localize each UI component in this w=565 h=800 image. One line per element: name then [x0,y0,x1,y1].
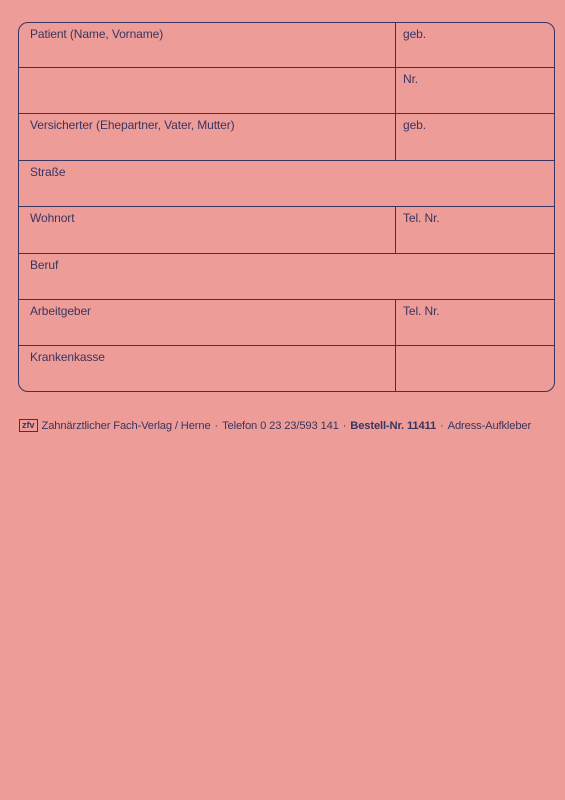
publisher-footer [19,419,531,432]
employer-field[interactable] [19,300,395,345]
employer-label: Arbeitgeber [30,304,91,318]
row-insurance [19,346,554,391]
street-field[interactable] [19,161,554,206]
separator: · [342,419,347,432]
insured-birthdate-label: geb. [403,118,426,132]
patient-birthdate-field[interactable] [395,23,554,67]
residence-phone-field[interactable] [395,207,554,253]
row-employer [19,300,554,346]
residence-label: Wohnort [30,211,75,225]
residence-field[interactable] [19,207,395,253]
patient-name-continued-field[interactable] [19,68,395,113]
patient-number-label: Nr. [403,72,419,86]
separator: · [440,419,444,432]
insured-birthdate-field[interactable] [395,114,554,160]
address-label-form [18,22,555,392]
row-number [19,68,554,114]
employer-phone-label: Tel. Nr. [403,304,440,318]
health-insurance-extra-field[interactable] [395,346,554,391]
product-name: Adress-Aufkleber [447,419,532,432]
occupation-field[interactable] [19,254,554,299]
patient-name-field[interactable] [19,23,395,67]
patient-name-label: Patient (Name, Vorname) [30,27,164,41]
separator: · [214,419,219,432]
row-residence [19,207,554,254]
employer-phone-field[interactable] [395,300,554,345]
row-patient [19,23,554,68]
order-number: Bestell-Nr. 11411 [350,419,437,432]
publisher-logo: zfv [19,419,38,432]
insured-person-label: Versicherter (Ehepartner, Vater, Mutter) [30,118,235,132]
health-insurance-field[interactable] [19,346,395,391]
publisher-name: Zahnärztlicher Fach-Verlag / Herne [41,419,211,432]
patient-birthdate-label: geb. [403,27,426,41]
publisher-phone: Telefon 0 23 23/593 141 [222,419,339,432]
row-insured [19,114,554,161]
residence-phone-label: Tel. Nr. [403,211,440,225]
row-street [19,161,554,207]
patient-number-field[interactable] [395,68,554,113]
health-insurance-label: Krankenkasse [30,350,105,364]
occupation-label: Beruf [30,258,59,272]
street-label: Straße [30,165,66,179]
insured-person-field[interactable] [19,114,395,160]
row-occupation [19,254,554,300]
